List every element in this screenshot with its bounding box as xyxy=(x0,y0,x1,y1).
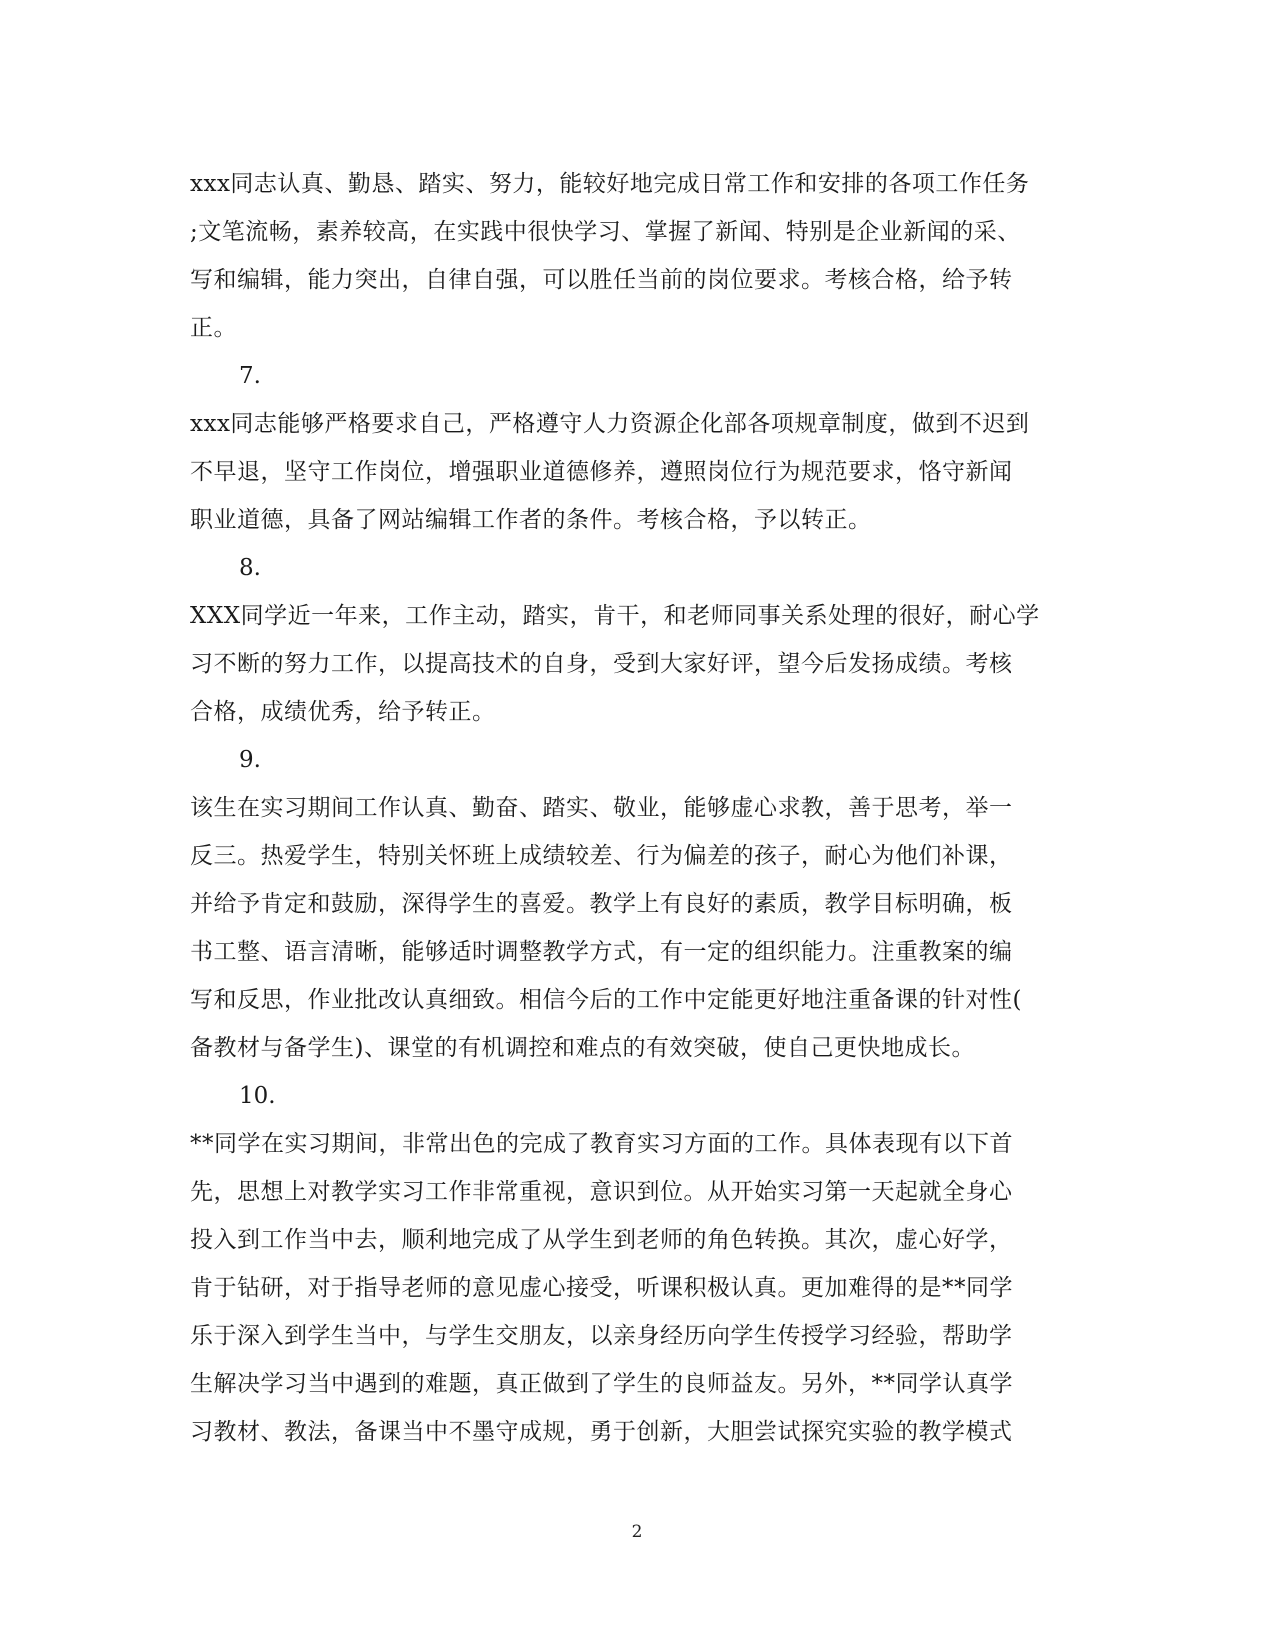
paragraph-6-body: xxx同志认真、勤恳、踏实、努力，能较好地完成日常工作和安排的各项工作任务 ;文笔流畅，素养较高，在实践中很快学习、掌握了新闻、特别是企业新闻的采、 写和编辑，能力突出，自律自强，可以胜任当前的岗位要求。考核合格，给予转 正。 xyxy=(190,171,1030,341)
paragraph-10-body: **同学在实习期间，非常出色的完成了教育实习方面的工作。具体表现有以下首 先，思想上对教学实习工作非常重视，意识到位。从开始实习第一天起就全身心 投入到工作当中去，顺利地完成了从学生到老师的角色转换。其次，虚心好学， 肯于钻研，对于指导老师的意见虚心接受，听课积极认真。更加难得的是**同学 乐于深入到学生当中，与学生交朋友，以亲身经历向学生传授学习经验，帮助学 生解决学习当中遇到的难题，真正做到了学生的良师益友。另外，**同学认真学 习教材、教法，备课当中不墨守成规，勇于创新，大胆尝试探究实验的教学模式 xyxy=(190,1131,1013,1445)
item-number-10: 10. xyxy=(239,1083,276,1109)
item-number-7: 7. xyxy=(239,363,261,389)
paragraph-7-body: xxx同志能够严格要求自己，严格遵守人力资源企化部各项规章制度，做到不迟到 不早退，坚守工作岗位，增强职业道德修养，遵照岗位行为规范要求，恪守新闻 职业道德，具备了网站编辑工作者的条件。考核合格，予以转正。 xyxy=(190,411,1030,533)
item-number-8: 8. xyxy=(239,555,261,581)
document-body xyxy=(190,160,1070,1456)
page-number: 2 xyxy=(631,1522,643,1542)
paragraph-8-body: XXX同学近一年来，工作主动，踏实，肯干，和老师同事关系处理的很好，耐心学 习不断的努力工作，以提高技术的自身，受到大家好评，望今后发扬成绩。考核 合格，成绩优秀，给予转正。 xyxy=(190,603,1040,725)
paragraph-9-body: 该生在实习期间工作认真、勤奋、踏实、敬业，能够虚心求教，善于思考，举一 反三。热爱学生，特别关怀班上成绩较差、行为偏差的孩子，耐心为他们补课， 并给予肯定和鼓励，深得学生的喜爱。教学上有良好的素质，教学目标明确，板 书工整、语言清晰，能够适时调整教学方式，有一定的组织能力。注重教案的编 写和反思，作业批改认真细致。相信今后的工作中定能更好地注重备课的针对性( 备教材与备学生)、课堂的有机调控和难点的有效突破，使自己更快地成长。 xyxy=(190,795,1022,1061)
item-number-9: 9. xyxy=(239,747,261,773)
